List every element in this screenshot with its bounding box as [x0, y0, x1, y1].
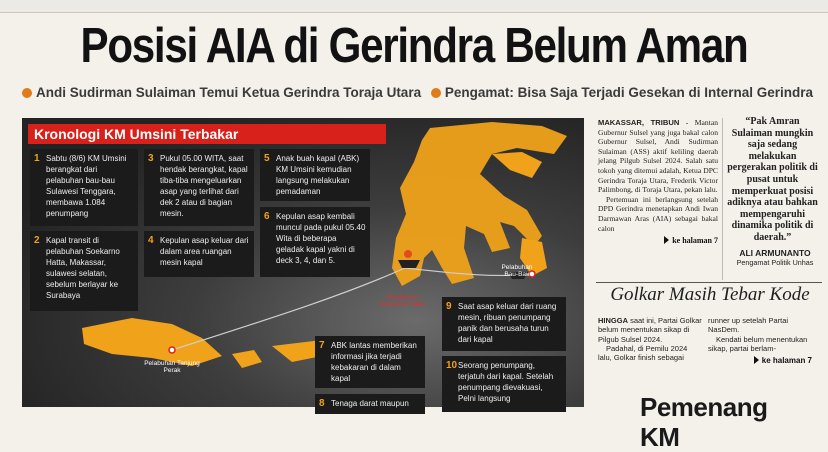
- step-text: Kepulan asap keluar dari dalam area ruangan mesin kapal: [160, 236, 249, 267]
- quote-attribution: [727, 248, 823, 267]
- step-text: Saat asap keluar dari ruang mesin, ribuan penumpang panik dan berusaha turun dari kapal: [458, 302, 557, 344]
- subheadline-2: Pengamat: Bisa Saja Terjadi Gesekan di Internal Gerindra: [444, 85, 813, 100]
- sidebar-lead: HINGGA: [598, 316, 628, 325]
- continue-link[interactable]: [708, 356, 812, 365]
- bullet-dot-icon: [431, 88, 441, 98]
- step-number: 2: [34, 235, 40, 246]
- dateline: MAKASSAR, TRIBUN: [598, 118, 680, 127]
- sidebar-paragraph-4: Kendati belum menentukan sikap, partai berlam-: [708, 334, 808, 353]
- timeline-step-7: [315, 336, 425, 388]
- section-divider: [596, 282, 822, 283]
- infographic: [22, 118, 584, 407]
- step-text: ABK lantas memberikan informasi jika terjadi kebakaran di dalam kapal: [331, 341, 417, 383]
- timeline-step-2: [30, 231, 138, 311]
- timeline-step-3: [144, 149, 254, 226]
- java-island: [82, 318, 222, 366]
- column-divider: [722, 118, 723, 280]
- step-text: Seorang penumpang, terjatuh dari kapal. Setelah penumpang dievakuasi, Pelni langsung: [458, 361, 554, 403]
- timeline-step-8: [315, 394, 425, 414]
- quote-author: ALI ARMUNANTO: [739, 248, 811, 258]
- continue-link[interactable]: [598, 236, 718, 246]
- top-strip: [0, 0, 828, 13]
- sidebar-column-1: [598, 316, 702, 362]
- quote-author-role: Pengamat Politik Unhas: [736, 258, 814, 267]
- step-number: 8: [319, 398, 325, 409]
- step-number: 7: [319, 340, 325, 351]
- sidebar-paragraph-3: runner up setelah Partai NasDem.: [708, 316, 789, 335]
- step-number: 3: [148, 153, 154, 164]
- subheadline: [22, 85, 822, 100]
- step-text: Sabtu (8/6) KM Umsini berangkat dari pelabuhan bau-bau Sulawesi Tenggara, membawa 1.084 penumpang: [46, 154, 127, 218]
- timeline-step-9: [442, 297, 566, 351]
- step-text: Tenaga darat maupun: [331, 399, 409, 408]
- headline: Posisi AIA di Gerindra Belum Aman: [80, 19, 748, 73]
- sidebar-paragraph-2: Padahal, di Pemilu 2024 lalu, Golkar finish sebagai: [598, 343, 688, 363]
- label-baubau: Pelabuhan Bau-Bau: [501, 264, 533, 278]
- arrow-right-icon: [754, 356, 759, 364]
- article-paragraph-2: Pertemuan ini berlangsung setelah DPD Gerindra menetapkan Andi Iwan Darmawan Aras (AIA) sebagai bakal calon: [598, 194, 718, 233]
- bullet-dot-icon: [22, 88, 32, 98]
- step-number: 5: [264, 153, 270, 164]
- step-number: 10: [446, 360, 458, 371]
- step-number: 6: [264, 211, 270, 222]
- timeline-step-6: [260, 207, 370, 277]
- sidebar-paragraph-1: saat ini, Partai Golkar belum menentukan sikap di Pilgub Sulsel 2024.: [598, 316, 702, 344]
- next-headline: Pemenang KM: [640, 392, 768, 452]
- continue-label: ke halaman 7: [672, 236, 718, 246]
- step-text: Pukul 05.00 WITA, saat hendak berangkat, kapal tiba-tiba mengeluarkan asap yang terlihat dari dek 2 atau di bagian mesin.: [160, 154, 248, 218]
- island-north: [492, 152, 542, 178]
- step-text: Kapal transit di pelabuhan Soekarno Hatta, Makassar, sulawesi selatan, sebelum berlayar ke Surabaya: [46, 236, 120, 300]
- sidebar-column-2: [708, 316, 812, 365]
- step-number: 9: [446, 301, 452, 312]
- step-number: 4: [148, 235, 154, 246]
- pull-quote: “Pak Amran Sulaiman mungkin saja sedang melakukan pergerakan politik di pusat untuk memperkuat posisi adiknya atau bahkan mempengaruhi dinamika politik di daerah.”: [727, 116, 818, 243]
- step-text: Anak buah kapal (ABK) KM Umsini kemudian langsung melakukan pemadaman: [276, 154, 360, 196]
- subheadline-1: Andi Sudirman Sulaiman Temui Ketua Gerindra Toraja Utara: [36, 85, 422, 100]
- bali-island: [232, 350, 262, 368]
- arrow-right-icon: [664, 236, 669, 244]
- timeline-step-10: [442, 356, 566, 412]
- infographic-title: Kronologi KM Umsini Terbakar: [28, 124, 386, 144]
- port-marker-perak: [169, 347, 175, 353]
- timeline-step-5: [260, 149, 370, 201]
- sidebar-title: Golkar Masih Tebar Kode: [610, 284, 810, 305]
- label-soekarno-hatta: Pelabuhan Soekarno Hatta: [379, 294, 425, 308]
- timeline-step-4: [144, 231, 254, 277]
- label-tanjung-perak: Pelabuhan Tanjung Perak: [144, 360, 200, 374]
- timeline-step-1: [30, 149, 138, 226]
- article-paragraph-1: - Mantan Gubernur Sulsel yang juga bakal calon Gubernur Sulsel, Andi Sudirman Sulaiman (ASS) aktif keliling daerah jelang Pilgub Sulsel 2024. Salah satu tokoh yang ditemui adalah, Ketua DPC Gerindra Toraja Utara, Frederik Victor Palimbong, di Toraja Utara, pekan lalu.: [598, 118, 718, 195]
- step-text: Kepulan asap kembali muncul pada pukul 05.40 Wita di beberapa geladak kapal yakni di deck 3, 4, dan 5.: [276, 212, 366, 265]
- step-number: 1: [34, 153, 40, 164]
- continue-label: ke halaman 7: [761, 356, 812, 366]
- article-body: [598, 118, 718, 246]
